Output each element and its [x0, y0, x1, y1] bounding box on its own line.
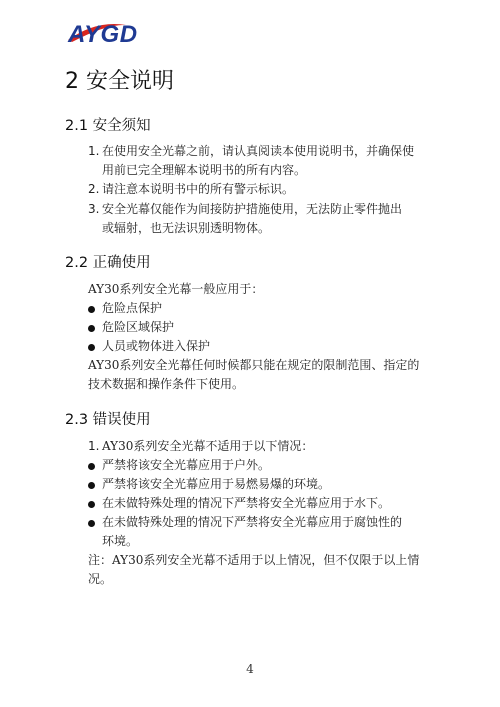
- section-intro: AY30系列安全光幕不适用于以下情况：: [102, 439, 314, 453]
- logo-text: AYGD: [68, 21, 138, 46]
- list-number: 2.: [88, 182, 100, 196]
- list-item-continuation: 或辐射，也无法识别透明物体。: [102, 221, 271, 235]
- section-heading-2-3: 2.3 错误使用: [65, 412, 151, 428]
- bullet-item-text: 人员或物体进入保护: [102, 339, 211, 353]
- list-item-text: 在使用安全光幕之前，请认真阅读本使用说明书，并确保使: [102, 144, 415, 158]
- note-line: 注：AY30系列安全光幕不适用于以上情况，但不仅限于以上情: [88, 553, 420, 567]
- bullet-item-text: 严禁将该安全光幕应用于易燃易爆的环境。: [102, 477, 331, 491]
- section-heading-2-1: 2.1 安全须知: [65, 118, 151, 134]
- bullet-dot: [88, 501, 95, 508]
- bullet-dot: [88, 344, 95, 351]
- bullet-dot: [88, 306, 95, 313]
- chapter-title: 2 安全说明: [65, 69, 174, 94]
- bullet-dot: [88, 520, 95, 527]
- paragraph-line: 技术数据和操作条件下使用。: [88, 377, 245, 391]
- list-number: 3.: [88, 202, 100, 216]
- bullet-dot: [88, 482, 95, 489]
- paragraph-line: AY30系列安全光幕任何时候都只能在规定的限制范围、指定的: [88, 358, 420, 372]
- list-number: 1.: [88, 439, 100, 453]
- list-number: 1.: [88, 144, 100, 158]
- list-item-text: 安全光幕仅能作为间接防护措施使用，无法防止零件抛出: [102, 202, 403, 216]
- bullet-item-text: 在未做特殊处理的情况下严禁将安全光幕应用于腐蚀性的: [102, 515, 403, 529]
- note-line: 况。: [88, 572, 113, 586]
- bullet-item-text: 危险点保护: [102, 301, 163, 315]
- page-number: 4: [246, 662, 254, 676]
- section-heading-2-2: 2.2 正确使用: [65, 255, 151, 271]
- bullet-dot: [88, 325, 95, 332]
- bullet-item-text: 危险区域保护: [102, 320, 175, 334]
- bullet-item-text: 严禁将该安全光幕应用于户外。: [102, 458, 271, 472]
- list-item-continuation: 用前已完全理解本说明书的所有内容。: [102, 163, 307, 177]
- list-item-text: 请注意本说明书中的所有警示标识。: [102, 182, 295, 196]
- bullet-item-text: 在未做特殊处理的情况下严禁将安全光幕应用于水下。: [102, 496, 391, 510]
- section-intro: AY30系列安全光幕一般应用于：: [88, 282, 264, 296]
- aygd-logo: [66, 16, 160, 46]
- bullet-item-continuation: 环境。: [102, 534, 139, 548]
- bullet-dot: [88, 463, 95, 470]
